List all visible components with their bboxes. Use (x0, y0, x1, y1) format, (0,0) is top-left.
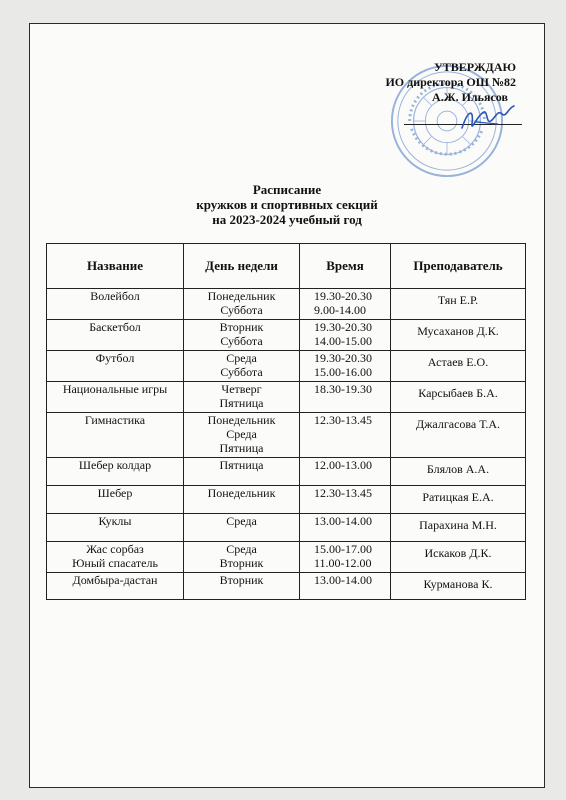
table-row (47, 320, 526, 351)
days-text: Пятница (219, 441, 264, 455)
name-text: Юный спасатель (72, 556, 158, 570)
teacher-text: Карсыбаев Б.А. (418, 386, 498, 400)
cell-teacher (391, 573, 526, 600)
table-row (47, 351, 526, 382)
cell-teacher (391, 382, 526, 413)
table-row (47, 573, 526, 600)
times-text: 18.30-19.30 (314, 382, 372, 396)
approval-block (385, 60, 516, 105)
days-text: Суббота (220, 303, 263, 317)
cell-name (47, 382, 184, 413)
table-row (47, 382, 526, 413)
times-text: 19.30-20.30 (314, 320, 372, 334)
header-day: День недели (184, 244, 300, 289)
table-row (47, 413, 526, 458)
cell-days (184, 458, 300, 486)
title-line-2: кружков и спортивных секций (196, 197, 378, 212)
cell-days (184, 486, 300, 514)
cell-times (300, 542, 391, 573)
cell-days (184, 573, 300, 600)
table-row (47, 542, 526, 573)
times-text: 9.00-14.00 (314, 303, 366, 317)
cell-name (47, 573, 184, 600)
name-text: Домбыра-дастан (72, 573, 158, 587)
cell-days (184, 289, 300, 320)
cell-times (300, 458, 391, 486)
days-text: Вторник (219, 320, 264, 334)
cell-teacher (391, 351, 526, 382)
cell-teacher (391, 514, 526, 542)
times-text: 15.00-17.00 (314, 542, 372, 556)
teacher-text: Курманова К. (423, 577, 493, 591)
teacher-text: Блялов А.А. (426, 462, 490, 476)
days-text: Среда (226, 542, 257, 556)
cell-days (184, 514, 300, 542)
times-text: 14.00-15.00 (314, 334, 372, 348)
teacher-text: Тян Е.Р. (437, 293, 479, 307)
days-text: Вторник (219, 573, 264, 587)
document-page (29, 23, 545, 788)
cell-teacher (391, 542, 526, 573)
name-text: Куклы (98, 514, 132, 528)
cell-days (184, 542, 300, 573)
approval-position: ИО директора ОШ №82 (385, 75, 516, 89)
teacher-text: Мусаханов Д.К. (417, 324, 499, 338)
name-text: Национальные игры (62, 382, 168, 396)
days-text: Понедельник (207, 289, 276, 303)
cell-teacher (391, 413, 526, 458)
days-text: Суббота (220, 365, 263, 379)
name-text: Футбол (95, 351, 135, 365)
header-name: Название (47, 244, 184, 289)
cell-name (47, 486, 184, 514)
cell-days (184, 413, 300, 458)
times-text: 11.00-12.00 (314, 556, 372, 570)
cell-name (47, 320, 184, 351)
teacher-text: Ратицкая Е.А. (422, 490, 494, 504)
cell-teacher (391, 320, 526, 351)
name-text: Шебер (97, 486, 133, 500)
days-text: Пятница (219, 396, 264, 410)
cell-times (300, 573, 391, 600)
approval-heading: УТВЕРЖДАЮ (433, 60, 516, 74)
days-text: Понедельник (207, 413, 276, 427)
approval-director-name: А.Ж. Ильясов (432, 90, 508, 104)
times-text: 13.00-14.00 (314, 514, 372, 528)
days-text: Суббота (220, 334, 263, 348)
cell-times (300, 514, 391, 542)
days-text: Среда (226, 427, 257, 441)
cell-times (300, 289, 391, 320)
teacher-text: Джалгасова Т.А. (415, 417, 501, 431)
name-text: Жас сорбаз (86, 542, 144, 556)
teacher-text: Астаев Е.О. (427, 355, 489, 369)
cell-days (184, 382, 300, 413)
table-header-row (47, 244, 526, 289)
days-text: Среда (226, 514, 257, 528)
cell-name (47, 542, 184, 573)
days-text: Вторник (219, 556, 264, 570)
days-text: Среда (226, 351, 257, 365)
cell-name (47, 351, 184, 382)
table-row (47, 458, 526, 486)
cell-teacher (391, 458, 526, 486)
cell-teacher (391, 289, 526, 320)
cell-times (300, 486, 391, 514)
name-text: Гимнастика (84, 413, 146, 427)
table-row (47, 486, 526, 514)
table-row (47, 289, 526, 320)
cell-times (300, 351, 391, 382)
document-title (30, 182, 544, 227)
cell-days (184, 320, 300, 351)
table-row (47, 514, 526, 542)
cell-teacher (391, 486, 526, 514)
cell-times (300, 413, 391, 458)
times-text: 12.00-13.00 (314, 458, 372, 472)
schedule-table (46, 243, 526, 600)
name-text: Баскетбол (89, 320, 141, 334)
days-text: Пятница (219, 458, 264, 472)
cell-days (184, 351, 300, 382)
name-text: Волейбол (90, 289, 140, 303)
cell-times (300, 320, 391, 351)
times-text: 12.30-13.45 (314, 486, 372, 500)
times-text: 12.30-13.45 (314, 413, 372, 427)
cell-name (47, 514, 184, 542)
name-text: Шебер колдар (78, 458, 152, 472)
days-text: Понедельник (207, 486, 276, 500)
header-time: Время (300, 244, 391, 289)
teacher-text: Парахина М.Н. (419, 518, 497, 532)
cell-name (47, 413, 184, 458)
title-line-1: Расписание (252, 182, 322, 197)
cell-name (47, 458, 184, 486)
times-text: 19.30-20.30 (314, 351, 372, 365)
title-line-3: на 2023-2024 учебный год (212, 212, 362, 227)
days-text: Четверг (221, 382, 262, 396)
teacher-text: Искаков Д.К. (424, 546, 492, 560)
cell-name (47, 289, 184, 320)
schedule-body (47, 289, 526, 600)
times-text: 13.00-14.00 (314, 573, 372, 587)
handwritten-signature-icon (458, 102, 518, 136)
times-text: 15.00-16.00 (314, 365, 372, 379)
header-teacher: Преподаватель (391, 244, 526, 289)
cell-times (300, 382, 391, 413)
times-text: 19.30-20.30 (314, 289, 372, 303)
